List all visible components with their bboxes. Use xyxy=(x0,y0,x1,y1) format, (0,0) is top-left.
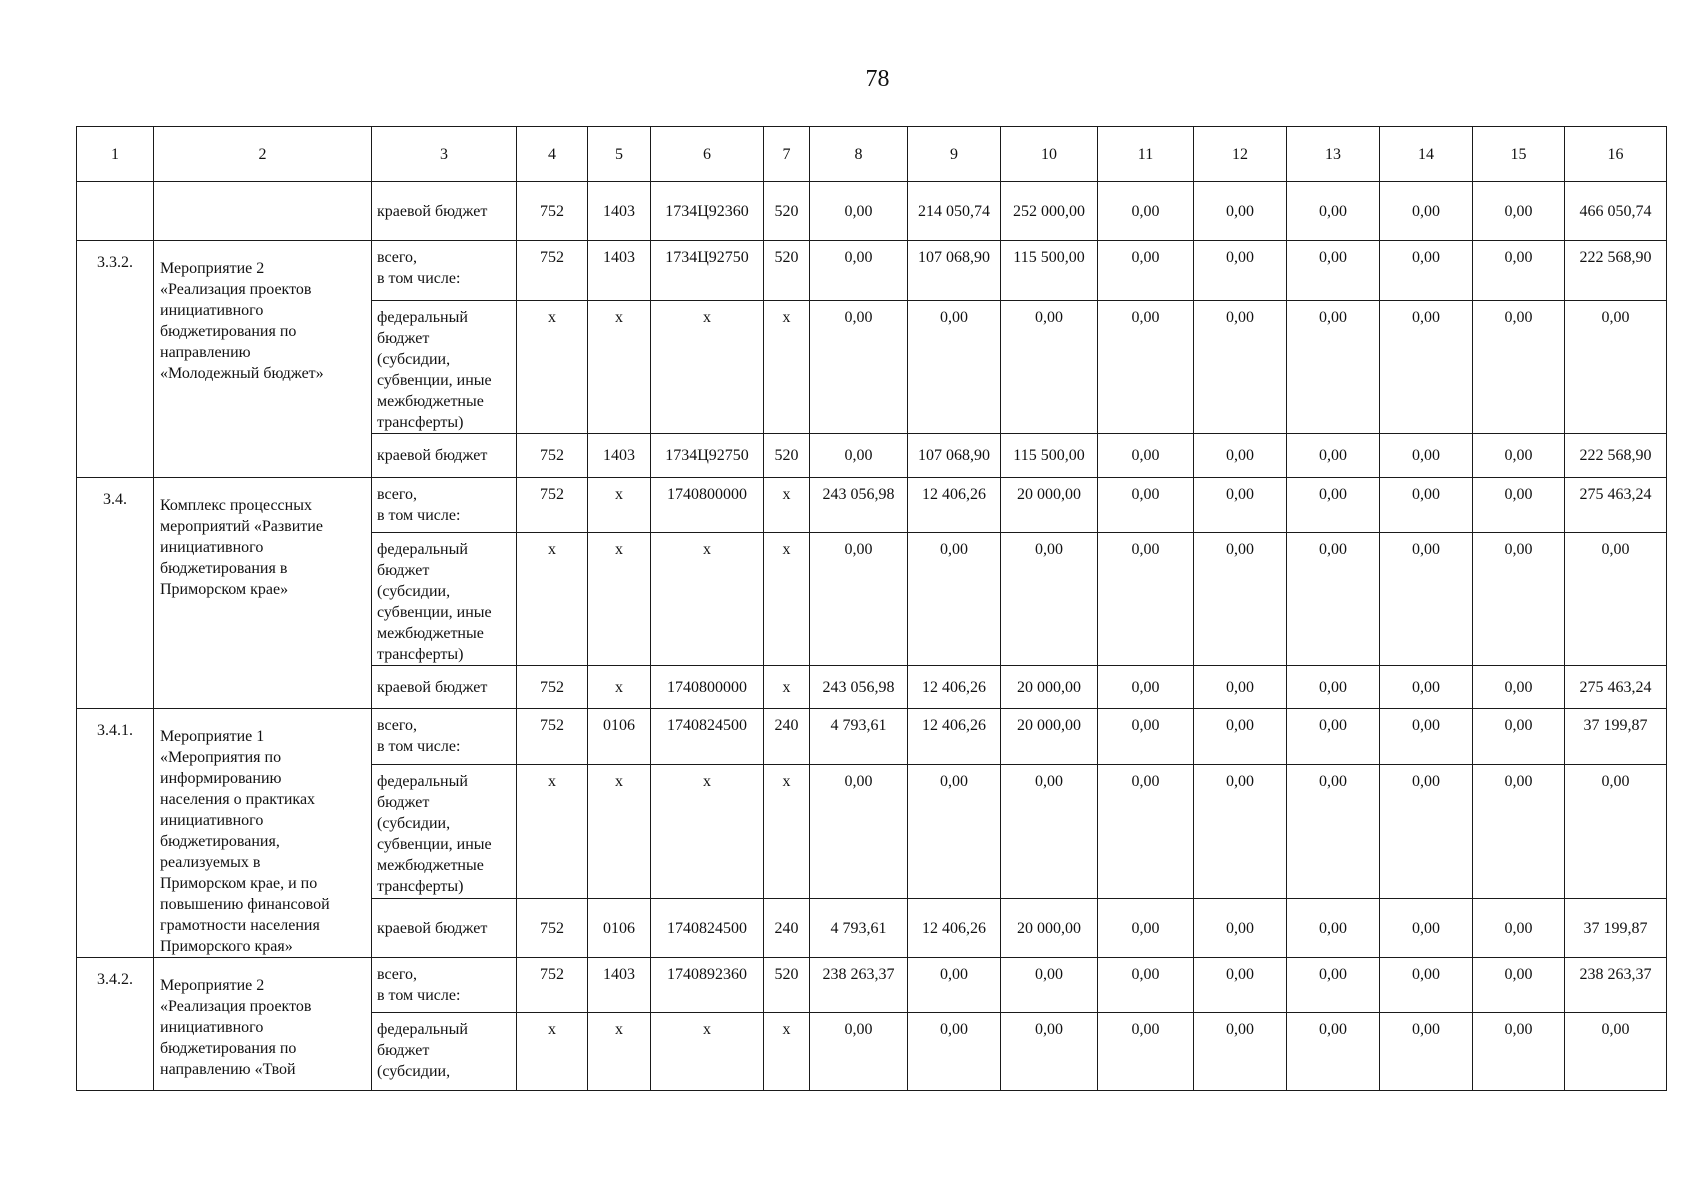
code-cell-c5: 1403 xyxy=(588,241,651,301)
code-cell-c6: x xyxy=(651,764,764,899)
funding-source-line: бюджет xyxy=(377,562,430,579)
amount-cell-10: 0,00 xyxy=(1001,301,1098,434)
amount-cell-8: 243 056,98 xyxy=(810,666,908,709)
funding-source xyxy=(372,478,517,533)
amount-cell-15: 0,00 xyxy=(1473,666,1565,709)
amount-cell-13: 0,00 xyxy=(1287,958,1380,1013)
funding-source xyxy=(372,958,517,1013)
item-name-line: инициативного xyxy=(160,302,264,319)
amount-cell-9: 107 068,90 xyxy=(908,241,1001,301)
code-cell-c7: 520 xyxy=(764,182,810,241)
item-name-line: населения о практиках xyxy=(160,791,316,808)
code-cell-c6: 1740824500 xyxy=(651,899,764,958)
amount-cell-16: 0,00 xyxy=(1565,533,1667,666)
code-cell-c4: 752 xyxy=(517,709,588,765)
funding-source xyxy=(372,533,517,666)
funding-source-line: межбюджетные xyxy=(377,393,484,410)
code-cell-c4: 752 xyxy=(517,478,588,533)
code-cell-c6: 1734Ц92360 xyxy=(651,182,764,241)
amount-cell-13: 0,00 xyxy=(1287,241,1380,301)
item-name-line: Приморском крае, и по xyxy=(160,875,318,892)
table-row xyxy=(77,709,1667,765)
funding-source-line: трансферты) xyxy=(377,646,464,663)
code-cell-c7: 520 xyxy=(764,241,810,301)
funding-source-line: межбюджетные xyxy=(377,625,484,642)
amount-cell-16: 0,00 xyxy=(1565,764,1667,899)
code-cell-c6: 1740800000 xyxy=(651,666,764,709)
code-cell-c7: 520 xyxy=(764,958,810,1013)
code-cell-c6: 1740892360 xyxy=(651,958,764,1013)
amount-cell-11: 0,00 xyxy=(1098,434,1194,478)
amount-cell-12: 0,00 xyxy=(1194,533,1287,666)
amount-cell-12: 0,00 xyxy=(1194,182,1287,241)
funding-source-line: всего, xyxy=(377,966,418,983)
amount-cell-13: 0,00 xyxy=(1287,434,1380,478)
code-cell-c4: x xyxy=(517,533,588,666)
funding-source-line: федеральный xyxy=(377,772,468,790)
table-row xyxy=(77,958,1667,1013)
funding-source-line: субвенции, иные xyxy=(377,372,492,389)
amount-cell-14: 0,00 xyxy=(1380,1013,1473,1091)
amount-cell-16: 275 463,24 xyxy=(1565,478,1667,533)
header-cell-13: 13 xyxy=(1287,127,1380,182)
amount-cell-8: 0,00 xyxy=(810,182,908,241)
amount-cell-12: 0,00 xyxy=(1194,434,1287,478)
amount-cell-14: 0,00 xyxy=(1380,958,1473,1013)
amount-cell-16: 275 463,24 xyxy=(1565,666,1667,709)
amount-cell-16: 37 199,87 xyxy=(1565,709,1667,765)
code-cell-c7: x xyxy=(764,666,810,709)
code-cell-c5: 0106 xyxy=(588,709,651,765)
amount-cell-13: 0,00 xyxy=(1287,899,1380,958)
code-cell-c5: x xyxy=(588,1013,651,1091)
header-cell-15: 15 xyxy=(1473,127,1565,182)
item-name xyxy=(154,709,372,958)
funding-source-line: федеральный xyxy=(377,541,468,558)
amount-cell-8: 0,00 xyxy=(810,301,908,434)
amount-cell-10: 20 000,00 xyxy=(1001,666,1098,709)
amount-cell-15: 0,00 xyxy=(1473,764,1565,899)
amount-cell-12: 0,00 xyxy=(1194,1013,1287,1091)
amount-cell-14: 0,00 xyxy=(1380,478,1473,533)
header-row xyxy=(77,127,1667,182)
funding-source-line: в том числе: xyxy=(377,987,461,1004)
item-name-line: направлению «Твой xyxy=(160,1061,296,1078)
code-cell-c6: x xyxy=(651,1013,764,1091)
amount-cell-11: 0,00 xyxy=(1098,533,1194,666)
amount-cell-10: 252 000,00 xyxy=(1001,182,1098,241)
amount-cell-8: 4 793,61 xyxy=(810,899,908,958)
code-cell-c6: x xyxy=(651,301,764,434)
amount-cell-10: 115 500,00 xyxy=(1001,241,1098,301)
amount-cell-12: 0,00 xyxy=(1194,958,1287,1013)
header-cell-3: 3 xyxy=(372,127,517,182)
item-name-line: Мероприятие 2 xyxy=(160,260,265,277)
amount-cell-12: 0,00 xyxy=(1194,899,1287,958)
amount-cell-16: 37 199,87 xyxy=(1565,899,1667,958)
table-row xyxy=(77,241,1667,301)
code-cell-c5: x xyxy=(588,666,651,709)
funding-source-line: межбюджетные xyxy=(377,856,484,874)
amount-cell-10: 20 000,00 xyxy=(1001,899,1098,958)
amount-cell-11: 0,00 xyxy=(1098,1013,1194,1091)
amount-cell-16: 238 263,37 xyxy=(1565,958,1667,1013)
code-cell-c4: 752 xyxy=(517,434,588,478)
funding-source-line: субвенции, иные xyxy=(377,604,492,621)
code-cell-c4: 752 xyxy=(517,958,588,1013)
funding-source-line: (субсидии, xyxy=(377,351,451,368)
code-cell-c7: 240 xyxy=(764,709,810,765)
funding-source-line: трансферты) xyxy=(377,414,464,431)
amount-cell-16: 222 568,90 xyxy=(1565,241,1667,301)
amount-cell-11: 0,00 xyxy=(1098,958,1194,1013)
amount-cell-16: 222 568,90 xyxy=(1565,434,1667,478)
code-cell-c6: 1734Ц92750 xyxy=(651,241,764,301)
amount-cell-14: 0,00 xyxy=(1380,241,1473,301)
item-code: 3.3.2. xyxy=(77,241,154,478)
amount-cell-9: 0,00 xyxy=(908,958,1001,1013)
item-name xyxy=(154,182,372,241)
amount-cell-10: 115 500,00 xyxy=(1001,434,1098,478)
item-name-line: повышению финансовой xyxy=(160,896,330,913)
amount-cell-11: 0,00 xyxy=(1098,478,1194,533)
amount-cell-16: 466 050,74 xyxy=(1565,182,1667,241)
amount-cell-16: 0,00 xyxy=(1565,1013,1667,1091)
funding-source-line: в том числе: xyxy=(377,738,461,755)
code-cell-c5: x xyxy=(588,533,651,666)
amount-cell-8: 0,00 xyxy=(810,764,908,899)
amount-cell-9: 0,00 xyxy=(908,533,1001,666)
amount-cell-12: 0,00 xyxy=(1194,709,1287,765)
amount-cell-12: 0,00 xyxy=(1194,478,1287,533)
amount-cell-10: 20 000,00 xyxy=(1001,478,1098,533)
amount-cell-14: 0,00 xyxy=(1380,434,1473,478)
header-cell-6: 6 xyxy=(651,127,764,182)
code-cell-c5: 0106 xyxy=(588,899,651,958)
amount-cell-11: 0,00 xyxy=(1098,899,1194,958)
item-name-line: инициативного xyxy=(160,1019,264,1036)
amount-cell-14: 0,00 xyxy=(1380,899,1473,958)
item-code: 3.4.2. xyxy=(77,958,154,1091)
code-cell-c7: x xyxy=(764,478,810,533)
item-name-line: информированию xyxy=(160,770,282,787)
code-cell-c4: 752 xyxy=(517,241,588,301)
amount-cell-15: 0,00 xyxy=(1473,533,1565,666)
amount-cell-13: 0,00 xyxy=(1287,1013,1380,1091)
table-row xyxy=(77,182,1667,241)
item-name-line: мероприятий «Развитие xyxy=(160,518,323,535)
amount-cell-13: 0,00 xyxy=(1287,182,1380,241)
item-name-line: «Реализация проектов xyxy=(160,281,312,298)
code-cell-c7: x xyxy=(764,301,810,434)
code-cell-c7: 520 xyxy=(764,434,810,478)
code-cell-c4: x xyxy=(517,1013,588,1091)
item-name-line: Приморского края» xyxy=(160,938,293,955)
code-cell-c4: 752 xyxy=(517,666,588,709)
item-name xyxy=(154,958,372,1091)
code-cell-c6: x xyxy=(651,533,764,666)
amount-cell-14: 0,00 xyxy=(1380,533,1473,666)
code-cell-c7: x xyxy=(764,533,810,666)
amount-cell-10: 0,00 xyxy=(1001,1013,1098,1091)
amount-cell-9: 0,00 xyxy=(908,301,1001,434)
code-cell-c5: x xyxy=(588,478,651,533)
amount-cell-11: 0,00 xyxy=(1098,301,1194,434)
amount-cell-9: 214 050,74 xyxy=(908,182,1001,241)
item-code: 3.4.1. xyxy=(77,709,154,958)
amount-cell-10: 0,00 xyxy=(1001,764,1098,899)
amount-cell-12: 0,00 xyxy=(1194,241,1287,301)
table-row xyxy=(77,478,1667,533)
funding-source-line: бюджет xyxy=(377,793,430,811)
amount-cell-13: 0,00 xyxy=(1287,666,1380,709)
amount-cell-16: 0,00 xyxy=(1565,301,1667,434)
amount-cell-8: 0,00 xyxy=(810,1013,908,1091)
header-cell-7: 7 xyxy=(764,127,810,182)
funding-source-line: федеральный xyxy=(377,1021,468,1038)
funding-source-line: в том числе: xyxy=(377,507,461,524)
amount-cell-13: 0,00 xyxy=(1287,478,1380,533)
code-cell-c5: x xyxy=(588,301,651,434)
amount-cell-9: 12 406,26 xyxy=(908,899,1001,958)
amount-cell-8: 0,00 xyxy=(810,241,908,301)
amount-cell-15: 0,00 xyxy=(1473,241,1565,301)
header-cell-14: 14 xyxy=(1380,127,1473,182)
code-cell-c4: 752 xyxy=(517,182,588,241)
item-name-line: «Молодежный бюджет» xyxy=(160,365,324,382)
funding-source-line: федеральный xyxy=(377,309,468,326)
code-cell-c7: x xyxy=(764,1013,810,1091)
item-name-line: бюджетирования по xyxy=(160,1040,297,1057)
funding-source: краевой бюджет xyxy=(372,434,517,478)
amount-cell-11: 0,00 xyxy=(1098,709,1194,765)
amount-cell-12: 0,00 xyxy=(1194,764,1287,899)
amount-cell-12: 0,00 xyxy=(1194,301,1287,434)
amount-cell-8: 0,00 xyxy=(810,533,908,666)
amount-cell-14: 0,00 xyxy=(1380,666,1473,709)
item-name-line: Мероприятие 1 xyxy=(160,728,265,745)
funding-source: краевой бюджет xyxy=(372,666,517,709)
funding-source xyxy=(372,241,517,301)
funding-source-line: бюджет xyxy=(377,1042,430,1059)
code-cell-c5: x xyxy=(588,764,651,899)
funding-source-line: трансферты) xyxy=(377,877,464,895)
code-cell-c7: x xyxy=(764,764,810,899)
code-cell-c4: 752 xyxy=(517,899,588,958)
item-code: 3.4. xyxy=(77,478,154,709)
amount-cell-15: 0,00 xyxy=(1473,301,1565,434)
amount-cell-12: 0,00 xyxy=(1194,666,1287,709)
code-cell-c6: 1740800000 xyxy=(651,478,764,533)
amount-cell-8: 0,00 xyxy=(810,434,908,478)
code-cell-c7: 240 xyxy=(764,899,810,958)
funding-source-line: бюджет xyxy=(377,330,430,347)
funding-source: краевой бюджет xyxy=(372,182,517,241)
code-cell-c5: 1403 xyxy=(588,434,651,478)
amount-cell-9: 12 406,26 xyxy=(908,666,1001,709)
item-name xyxy=(154,241,372,478)
code-cell-c5: 1403 xyxy=(588,958,651,1013)
code-cell-c5: 1403 xyxy=(588,182,651,241)
header-cell-8: 8 xyxy=(810,127,908,182)
amount-cell-11: 0,00 xyxy=(1098,666,1194,709)
amount-cell-9: 0,00 xyxy=(908,764,1001,899)
amount-cell-11: 0,00 xyxy=(1098,764,1194,899)
amount-cell-8: 238 263,37 xyxy=(810,958,908,1013)
amount-cell-13: 0,00 xyxy=(1287,301,1380,434)
item-name-line: Мероприятие 2 xyxy=(160,977,265,994)
amount-cell-15: 0,00 xyxy=(1473,899,1565,958)
amount-cell-9: 12 406,26 xyxy=(908,709,1001,765)
item-name-line: направлению xyxy=(160,344,251,361)
amount-cell-15: 0,00 xyxy=(1473,182,1565,241)
header-cell-1: 1 xyxy=(77,127,154,182)
header-cell-10: 10 xyxy=(1001,127,1098,182)
item-name-line: грамотности населения xyxy=(160,917,320,934)
amount-cell-14: 0,00 xyxy=(1380,709,1473,765)
page-number: 78 xyxy=(865,66,890,92)
header-cell-11: 11 xyxy=(1098,127,1194,182)
amount-cell-8: 243 056,98 xyxy=(810,478,908,533)
amount-cell-13: 0,00 xyxy=(1287,533,1380,666)
amount-cell-9: 12 406,26 xyxy=(908,478,1001,533)
item-name-line: инициативного xyxy=(160,539,264,556)
header-cell-12: 12 xyxy=(1194,127,1287,182)
funding-source xyxy=(372,709,517,765)
funding-source-line: (субсидии, xyxy=(377,814,451,832)
header-cell-2: 2 xyxy=(154,127,372,182)
item-name-line: «Реализация проектов xyxy=(160,998,312,1015)
code-cell-c6: 1734Ц92750 xyxy=(651,434,764,478)
code-cell-c6: 1740824500 xyxy=(651,709,764,765)
code-cell-c4: x xyxy=(517,764,588,899)
amount-cell-8: 4 793,61 xyxy=(810,709,908,765)
item-name xyxy=(154,478,372,709)
amount-cell-14: 0,00 xyxy=(1380,301,1473,434)
amount-cell-10: 0,00 xyxy=(1001,958,1098,1013)
amount-cell-15: 0,00 xyxy=(1473,434,1565,478)
header-cell-16: 16 xyxy=(1565,127,1667,182)
funding-source-line: (субсидии, xyxy=(377,1063,451,1080)
amount-cell-10: 20 000,00 xyxy=(1001,709,1098,765)
funding-source-line: в том числе: xyxy=(377,270,461,287)
amount-cell-13: 0,00 xyxy=(1287,709,1380,765)
header-cell-9: 9 xyxy=(908,127,1001,182)
amount-cell-11: 0,00 xyxy=(1098,182,1194,241)
amount-cell-14: 0,00 xyxy=(1380,764,1473,899)
amount-cell-9: 107 068,90 xyxy=(908,434,1001,478)
budget-table xyxy=(76,126,1667,1091)
item-name-line: бюджетирования, xyxy=(160,833,280,850)
amount-cell-11: 0,00 xyxy=(1098,241,1194,301)
funding-source-line: всего, xyxy=(377,486,418,503)
funding-source-line: субвенции, иные xyxy=(377,835,492,853)
item-name-line: бюджетирования в xyxy=(160,560,288,577)
item-name-line: Приморском крае» xyxy=(160,581,289,598)
code-cell-c4: x xyxy=(517,301,588,434)
funding-source-line: (субсидии, xyxy=(377,583,451,600)
item-name-line: «Мероприятия по xyxy=(160,749,282,766)
amount-cell-10: 0,00 xyxy=(1001,533,1098,666)
funding-source-line: всего, xyxy=(377,717,418,734)
item-name-line: реализуемых в xyxy=(160,854,261,871)
funding-source xyxy=(372,764,517,899)
item-name-line: Комплекс процессных xyxy=(160,497,312,514)
header-cell-4: 4 xyxy=(517,127,588,182)
amount-cell-9: 0,00 xyxy=(908,1013,1001,1091)
header-cell-5: 5 xyxy=(588,127,651,182)
amount-cell-15: 0,00 xyxy=(1473,709,1565,765)
item-name-line: бюджетирования по xyxy=(160,323,297,340)
funding-source xyxy=(372,1013,517,1091)
amount-cell-15: 0,00 xyxy=(1473,478,1565,533)
item-name-line: инициативного xyxy=(160,812,264,829)
funding-source-line: всего, xyxy=(377,249,418,266)
item-code xyxy=(77,182,154,241)
amount-cell-15: 0,00 xyxy=(1473,958,1565,1013)
funding-source: краевой бюджет xyxy=(372,899,517,958)
amount-cell-15: 0,00 xyxy=(1473,1013,1565,1091)
amount-cell-13: 0,00 xyxy=(1287,764,1380,899)
funding-source xyxy=(372,301,517,434)
amount-cell-14: 0,00 xyxy=(1380,182,1473,241)
